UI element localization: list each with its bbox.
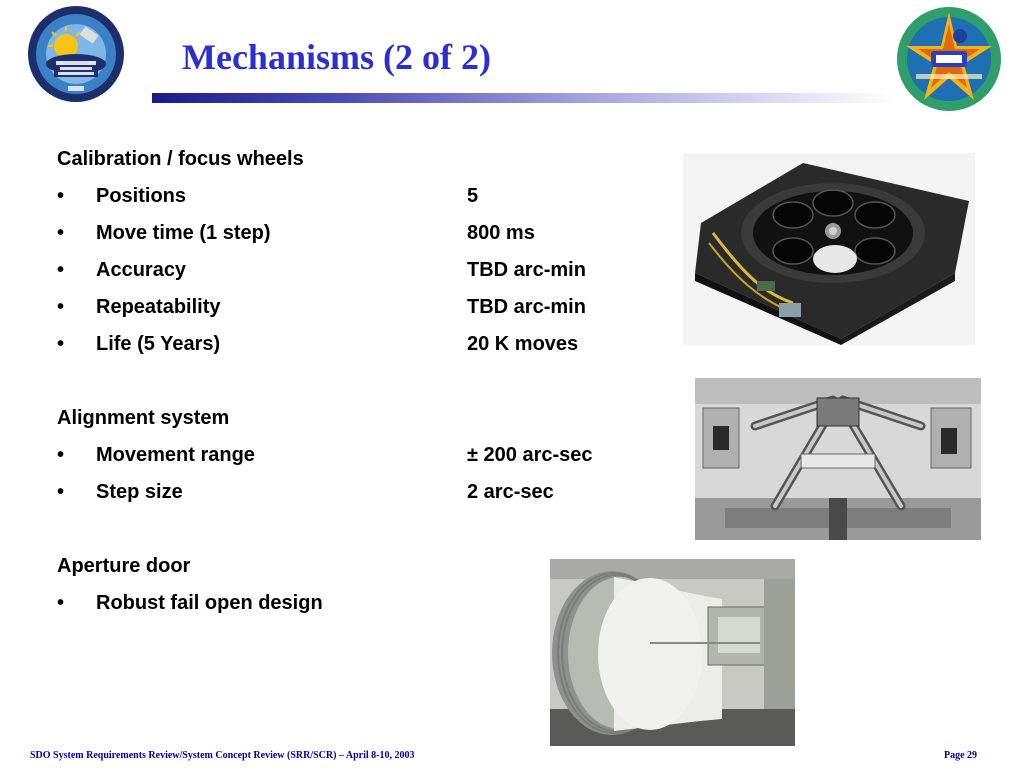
bullet: • [57,185,65,207]
list-item [57,437,657,474]
list-item [57,474,657,511]
list-item [57,178,657,215]
item-value: TBD arc-min [467,296,586,318]
alignment-mechanism-photo [695,378,981,540]
item-label: Repeatability [96,296,221,318]
spacer [57,511,657,548]
page-number: Page 29 [944,750,978,761]
spacer [57,363,657,400]
item-value: TBD arc-min [467,259,586,281]
filter-wheel-photo [683,153,975,345]
section-heading-alignment: Alignment system [57,407,230,429]
section-heading-calibration: Calibration / focus wheels [57,148,304,170]
item-label: Life (5 Years) [96,333,221,355]
sdo-mission-logo [26,4,126,104]
list-item [57,215,657,252]
bullet: • [57,592,65,614]
title-underline-bar [152,93,897,103]
item-value: 800 ms [467,222,535,244]
section-heading-aperture: Aperture door [57,555,191,577]
slide-content [57,141,657,622]
item-value: 20 K moves [467,333,579,355]
bullet: • [57,333,65,355]
footer-review-title: SDO System Requirements Review/System Concept Review (SRR/SCR) – April 8-10, 2003 [30,750,415,761]
aperture-door-photo [550,559,795,746]
item-label: Step size [96,481,183,503]
list-item [57,326,657,363]
list-item [57,252,657,289]
item-value: 2 arc-sec [467,481,554,503]
item-label: Positions [96,185,187,207]
bullet: • [57,222,65,244]
bullet: • [57,296,65,318]
item-value: 5 [467,185,479,207]
bullet: • [57,259,65,281]
bullet: • [57,444,65,466]
item-value: ± 200 arc-sec [467,444,593,466]
item-label: Movement range [96,444,255,466]
living-with-a-star-logo [894,4,1004,114]
item-label: Move time (1 step) [96,222,271,244]
item-label: Robust fail open design [96,592,323,614]
list-item [57,289,657,326]
bullet: • [57,481,65,503]
slide-title: Mechanisms (2 of 2) [182,37,491,77]
item-label: Accuracy [96,259,187,281]
